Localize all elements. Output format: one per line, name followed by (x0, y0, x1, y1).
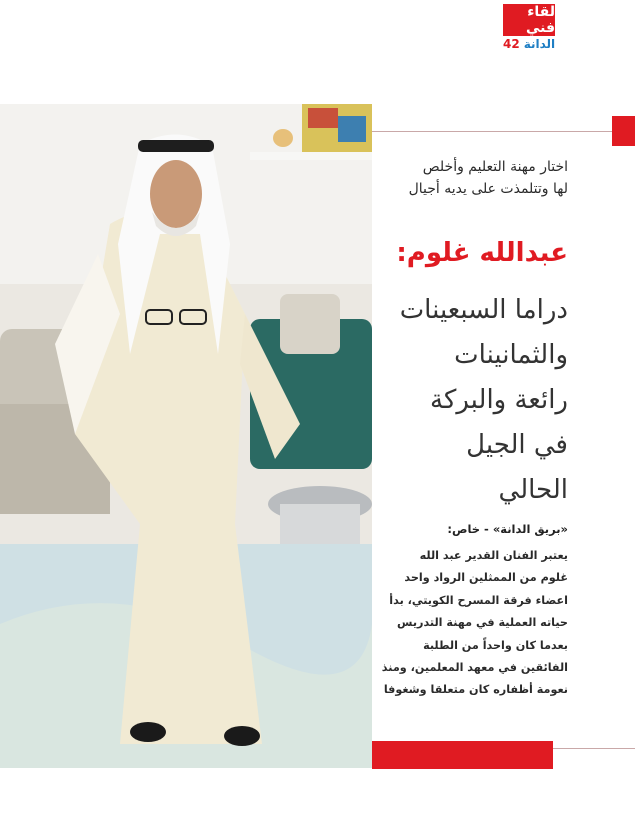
body-line: يعتبر الفنان القدير عبد الله (419, 549, 568, 562)
headline-line: في الجيل (466, 430, 568, 460)
divider-bottom (553, 748, 635, 749)
page-number: 42 (503, 37, 520, 51)
headline-line: الحالي (498, 475, 568, 505)
portrait-illustration (0, 104, 372, 768)
headline-line: رائعة والبركة (430, 385, 568, 415)
section-badge (503, 4, 555, 36)
magazine-logo: الدانة (523, 37, 556, 51)
subtitle-line: لها وتتلمذت على يديه أجيال (408, 181, 568, 197)
body-line: الفائقين في معهد المعلمين، ومنذ (381, 661, 568, 675)
byline: «بريق الدانة» - خاص: (447, 522, 568, 536)
headline-line: دراما السبعينات (399, 295, 568, 325)
article-subtitle (372, 156, 568, 200)
headline (372, 288, 568, 513)
body-line: نعومة أظفاره كان متعلقا وشغوفا (383, 683, 568, 697)
section-label: لقاء فني (525, 4, 555, 36)
headline-line: والثمانينات (454, 340, 568, 370)
accent-block-top (612, 116, 635, 146)
magazine-mark (503, 36, 563, 52)
article-body (372, 545, 568, 702)
portrait-photo (0, 104, 372, 768)
subtitle-line: اختار مهنة التعليم وأخلص (422, 159, 568, 175)
speaker-name: عبدالله غلوم: (396, 238, 568, 268)
body-line: غلوم من الممثلين الرواد واحد (404, 571, 568, 585)
body-line: حياته العملية في مهنة التدريس (397, 616, 568, 630)
body-line: بعدما كان واحداً من الطلبة (423, 638, 568, 652)
divider-top (372, 131, 612, 132)
body-line: اعضاء فرقة المسرح الكويتي، بدأ (389, 593, 568, 607)
accent-block-bottom (372, 741, 553, 769)
